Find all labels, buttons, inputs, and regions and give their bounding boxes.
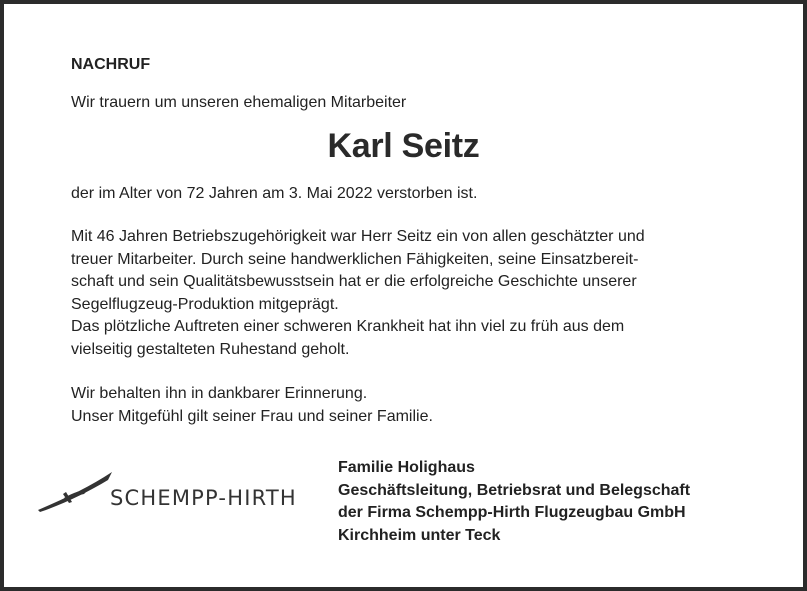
paragraph-line: schaft und sein Qualitätsbewusstsein hat er die erfolgreiche Geschichte unserer	[71, 273, 637, 290]
notice-heading: NACHRUF	[71, 56, 151, 73]
paragraph-remembrance	[71, 383, 433, 428]
paragraph-line: treuer Mitarbeiter. Durch seine handwerklichen Fähigkeiten, seine Einsatzbereit-	[71, 250, 639, 268]
intro-line: Wir trauern um unseren ehemaligen Mitarbeiter	[71, 94, 407, 111]
paragraph-line: Mit 46 Jahren Betriebszugehörigkeit war Herr Seitz ein von allen geschätzter und	[71, 228, 645, 245]
paragraph-line: vielseitig gestalteten Ruhestand geholt.	[71, 340, 350, 358]
signature-line: Geschäftsleitung, Betriebsrat und Belegschaft	[338, 481, 691, 499]
paragraph-line: Das plötzliche Auftreten einer schweren Krankheit hat ihn viel zu früh aus dem	[71, 318, 625, 335]
paragraph-line: Segelflugzeug-Produktion mitgeprägt.	[71, 295, 339, 313]
signature-line: Familie Holighaus	[338, 459, 475, 476]
paragraph-illness	[71, 316, 624, 361]
paragraph-line: Unser Mitgefühl gilt seiner Frau und seiner Familie.	[71, 407, 433, 425]
company-logo-text: SCHEMPP-HIRTH	[110, 486, 297, 510]
paragraph-line: Wir behalten ihn in dankbarer Erinnerung.	[71, 385, 368, 402]
paragraph-career	[71, 226, 645, 316]
signature-line: der Firma Schempp-Hirth Flugzeugbau GmbH	[338, 504, 686, 521]
signature-line: Kirchheim unter Teck	[338, 526, 501, 544]
deceased-name: Karl Seitz	[327, 127, 480, 165]
age-line: der im Alter von 72 Jahren am 3. Mai 2022 verstorben ist.	[71, 185, 478, 202]
signature-block	[338, 457, 690, 547]
